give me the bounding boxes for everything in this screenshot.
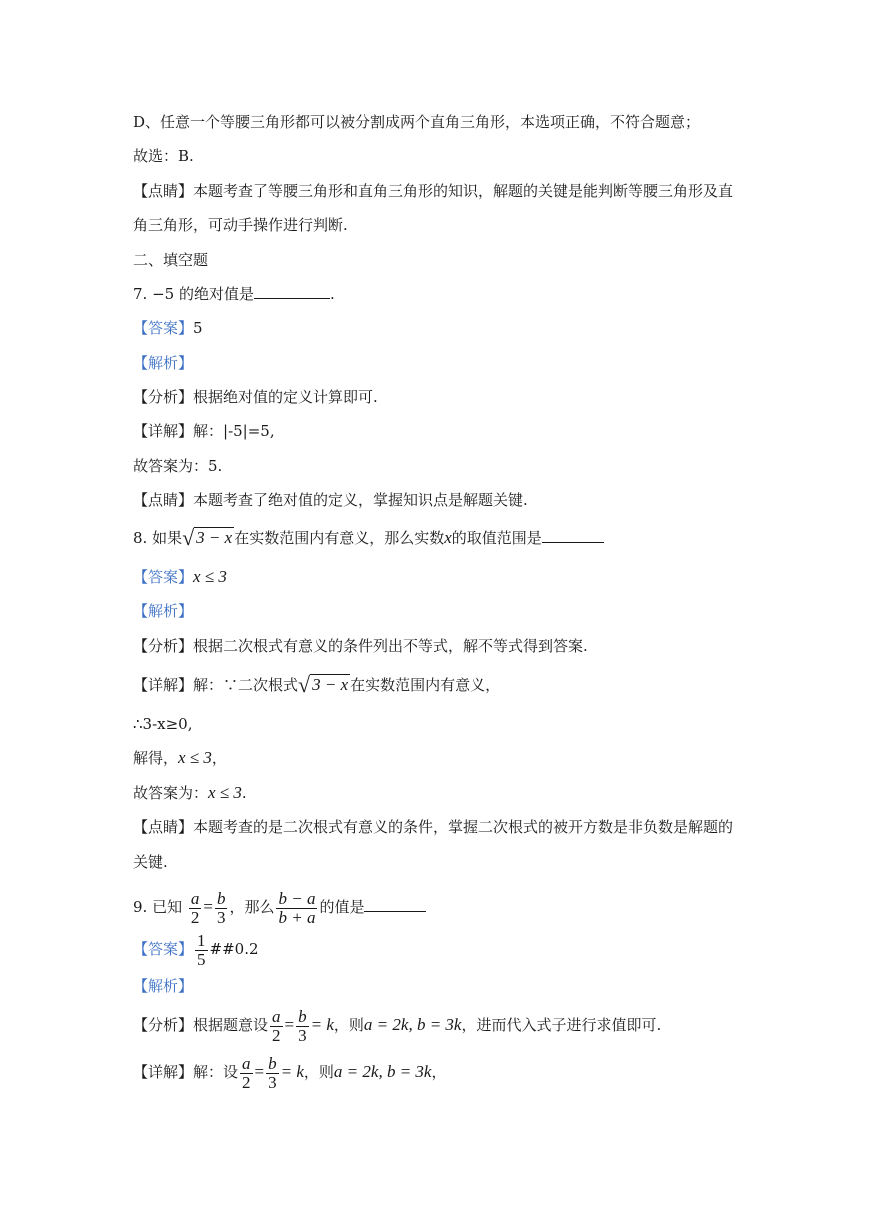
dianjing-8-2: 关键.: [133, 853, 168, 871]
sqrt-expression: √ 3 − x: [298, 672, 349, 697]
fraction: $\frac{b}{3}$: [268, 1053, 277, 1092]
analysis-tag-7: 【解析】: [133, 354, 194, 372]
fraction: $\frac{a}{2}$: [272, 1006, 281, 1045]
step-8-1: ∴3-x≥0,: [133, 715, 193, 733]
option-d-line: D、任意一个等腰三角形都可以被分割成两个直角三角形，本选项正确，不符合题意；: [133, 113, 701, 131]
fraction: $\frac{b - a}{b + a}$: [278, 888, 316, 927]
answer-blank: [254, 284, 330, 299]
answer-9: 【答案】 $\frac{1}{5}$ ##0.2: [133, 930, 259, 969]
answer-blank: [542, 528, 604, 543]
analysis-tag-8: 【解析】: [133, 602, 194, 620]
step-8-2: 解得，x ≤ 3，: [133, 748, 227, 767]
fenxi-8: 【分析】根据二次根式有意义的条件列出不等式，解不等式得到答案.: [133, 637, 588, 655]
section-heading: 二、填空题: [133, 251, 209, 269]
xiangjie-7: 【详解】解：|-5|=5,: [133, 422, 275, 440]
comment-line-2: 角三角形，可动手操作进行判断.: [133, 216, 348, 234]
conclusion-7: 故答案为：5.: [133, 457, 223, 475]
fraction: $\frac{a}{2}$: [242, 1053, 251, 1092]
conclusion-8: 故答案为：x ≤ 3.: [133, 783, 247, 802]
xiangjie-8: 【详解】解：∵二次根式√ 3 − x 在实数范围内有意义，: [133, 672, 501, 697]
answer-blank: [364, 897, 426, 912]
fraction: $\frac{b}{3}$: [298, 1006, 307, 1045]
analysis-tag-9: 【解析】: [133, 977, 194, 995]
question-7: 7. −5 的绝对值是 .: [133, 285, 335, 303]
fraction: $\frac{a}{2}$: [190, 888, 200, 927]
fenxi-7: 【分析】根据绝对值的定义计算即可.: [133, 388, 378, 406]
question-8: 8. 如果√ 3 − x 在实数范围内有意义，那么实数x的取值范围是: [133, 527, 604, 549]
question-9: 9. 已知 $\frac{a}{2}$ = $\frac{b}{3}$ ，那么 $\frac{b - a}{b + a}$ 的值是: [133, 887, 426, 927]
fraction: $\frac{1}{5}$: [197, 930, 206, 969]
sqrt-expression: √ 3 − x: [182, 525, 233, 550]
xiangjie-9: 【详解】解：设 $\frac{a}{2}$ = $\frac{b}{3}$ = k，则a = 2k, b = 3k，: [133, 1053, 447, 1092]
answer-7: 【答案】5: [133, 319, 203, 337]
dianjing-8-1: 【点睛】本题考查的是二次根式有意义的条件，掌握二次根式的被开方数是非负数是解题的: [133, 818, 734, 836]
dianjing-7: 【点睛】本题考查了绝对值的定义，掌握知识点是解题关键.: [133, 491, 528, 509]
fenxi-9: 【分析】根据题意设 $\frac{a}{2}$ = $\frac{b}{3}$ = k，则a = 2k, b = 3k，进而代入式子进行求值即可.: [133, 1006, 662, 1045]
choice-line: 故选：B.: [133, 147, 194, 165]
answer-8: 【答案】x ≤ 3: [133, 567, 227, 586]
fraction: $\frac{b}{3}$: [216, 888, 226, 927]
comment-line-1: 【点睛】本题考查了等腰三角形和直角三角形的知识，解题的关键是能判断等腰三角形及直: [133, 182, 734, 200]
